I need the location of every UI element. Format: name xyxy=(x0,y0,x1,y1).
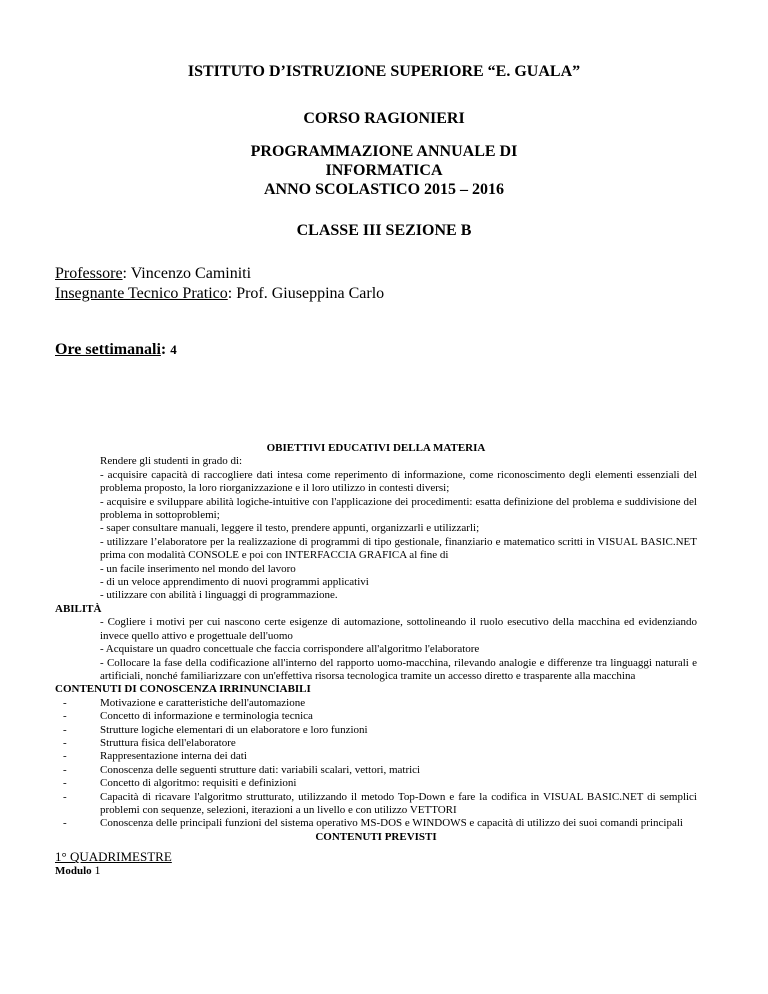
itp-line xyxy=(55,284,384,304)
list-item xyxy=(55,737,697,750)
program-title xyxy=(0,142,768,199)
list-item-text: Concetto di informazione e terminologia tecnica xyxy=(100,710,313,723)
skills-heading: ABILITÀ xyxy=(55,602,102,615)
program-line-1: PROGRAMMAZIONE ANNUALE DI xyxy=(250,143,518,160)
list-item xyxy=(55,750,697,763)
course-title: CORSO RAGIONIERI xyxy=(303,110,465,127)
contents-list xyxy=(55,697,697,831)
program-line-2: INFORMATICA xyxy=(325,162,443,179)
objectives-line: - acquisire e sviluppare abilità logiche-intuitive con l'applicazione dei procedimenti: esatta definizione del problema e suddivisione del problema in sottoproblemi; xyxy=(100,495,697,522)
list-item-text: Struttura fisica dell'elaboratore xyxy=(100,736,236,749)
dash-bullet: - xyxy=(63,817,67,830)
contents-heading: CONTENUTI DI CONOSCENZA IRRINUNCIABILI xyxy=(55,683,311,696)
itp-label: Insegnante Tecnico Pratico xyxy=(55,285,228,302)
list-item xyxy=(55,764,697,777)
professor-line xyxy=(55,264,384,284)
term-heading: 1° QUADRIMESTRE xyxy=(55,849,172,865)
school-year: ANNO SCOLASTICO 2015 – 2016 xyxy=(263,181,505,198)
list-item xyxy=(55,791,697,818)
class-title: CLASSE III SEZIONE B xyxy=(296,222,472,239)
professor-name: : Vincenzo Caminiti xyxy=(122,265,252,282)
objectives-line: - utilizzare l’elaboratore per la realizzazione di programmi di tipo gestionale, finanziario e matematico scritti in VISUAL BASIC.NET prima con modalità CONSOLE e poi con INTERFACCIA GRAFICA al fine di xyxy=(100,535,697,562)
skills-line: - Collocare la fase della codificazione all'interno del rapporto uomo-macchina, rilevando analogie e differenze tra linguaggi naturali e artificiali, nonché familiarizzare con un'effettiva risorsa tecnologica tramite un accesso diretto e trasparente alla macchina xyxy=(100,656,697,682)
module-label: Modulo xyxy=(55,864,92,877)
list-item-text: Motivazione e caratteristiche dell'automazione xyxy=(100,696,306,709)
list-item-text: Strutture logiche elementari di un elaboratore e loro funzioni xyxy=(100,723,368,736)
dash-bullet: - xyxy=(63,736,67,749)
skills-line: - Cogliere i motivi per cui nascono certe esigenze di automazione, sottolineando il ruolo esecutivo della macchina ed evidenziando invece quello attivo e progettuale dell'uomo xyxy=(100,616,697,642)
list-item xyxy=(55,710,697,723)
dash-bullet: - xyxy=(63,696,67,709)
list-item xyxy=(55,724,697,737)
weekly-hours-colon: : xyxy=(160,341,171,358)
objectives-line: Rendere gli studenti in grado di: xyxy=(100,455,243,468)
dash-bullet: - xyxy=(63,710,67,723)
staff-block xyxy=(55,264,384,304)
professor-label: Professore xyxy=(55,265,123,282)
module-number: 1 xyxy=(94,862,101,877)
list-item-text: Capacità di ricavare l'algoritmo strutturato, utilizzando il metodo Top-Down e fare la codifica in VISUAL BASIC.NET di semplici problemi con sequenze, selezioni, iterazioni a un livello e con utilizzo VETTORI xyxy=(100,790,697,816)
objectives-line: - acquisire capacità di raccogliere dati intesa come reperimento di informazione, come riconoscimento degli elementi essenziali del problema proposto, la loro riorganizzazione e il loro utilizzo in contesti diversi; xyxy=(100,468,697,495)
objectives-line: - un facile inserimento nel mondo del lavoro xyxy=(100,562,296,575)
objectives-line: - utilizzare con abilità i linguaggi di programmazione. xyxy=(100,589,338,602)
dash-bullet: - xyxy=(63,777,67,790)
objectives-line: - di un veloce apprendimento di nuovi programmi applicativi xyxy=(100,576,369,589)
weekly-hours-label: Ore settimanali xyxy=(55,341,161,358)
objectives-line: - saper consultare manuali, leggere il testo, prendere appunti, organizzarli e utilizzarli; xyxy=(100,522,480,535)
institute-title: ISTITUTO D’ISTRUZIONE SUPERIORE “E. GUALA” xyxy=(187,63,581,80)
list-item-text: Rappresentazione interna dei dati xyxy=(100,750,247,763)
dash-bullet: - xyxy=(63,790,67,803)
list-item xyxy=(55,817,697,830)
dash-bullet: - xyxy=(63,750,67,763)
list-item-text: Concetto di algoritmo: requisiti e definizioni xyxy=(100,777,297,790)
program-body xyxy=(55,442,697,878)
dash-bullet: - xyxy=(63,763,67,776)
itp-name: : Prof. Giuseppina Carlo xyxy=(227,285,385,302)
planned-heading: CONTENUTI PREVISTI xyxy=(315,830,437,843)
module-heading xyxy=(55,864,697,878)
list-item-text: Conoscenza delle seguenti strutture dati: variabili scalari, vettori, matrici xyxy=(100,763,421,776)
skills-line: - Acquistare un quadro concettuale che faccia corrispondere all'algoritmo l'elaboratore xyxy=(100,643,480,656)
weekly-hours-value: 4 xyxy=(170,342,177,357)
list-item xyxy=(55,697,697,710)
weekly-hours xyxy=(55,341,177,359)
objectives-heading: OBIETTIVI EDUCATIVI DELLA MATERIA xyxy=(266,442,486,454)
list-item xyxy=(55,777,697,790)
dash-bullet: - xyxy=(63,723,67,736)
list-item-text: Conoscenza delle principali funzioni del sistema operativo MS-DOS e WINDOWS e capacità di utilizzo dei suoi comandi principali xyxy=(100,817,683,830)
